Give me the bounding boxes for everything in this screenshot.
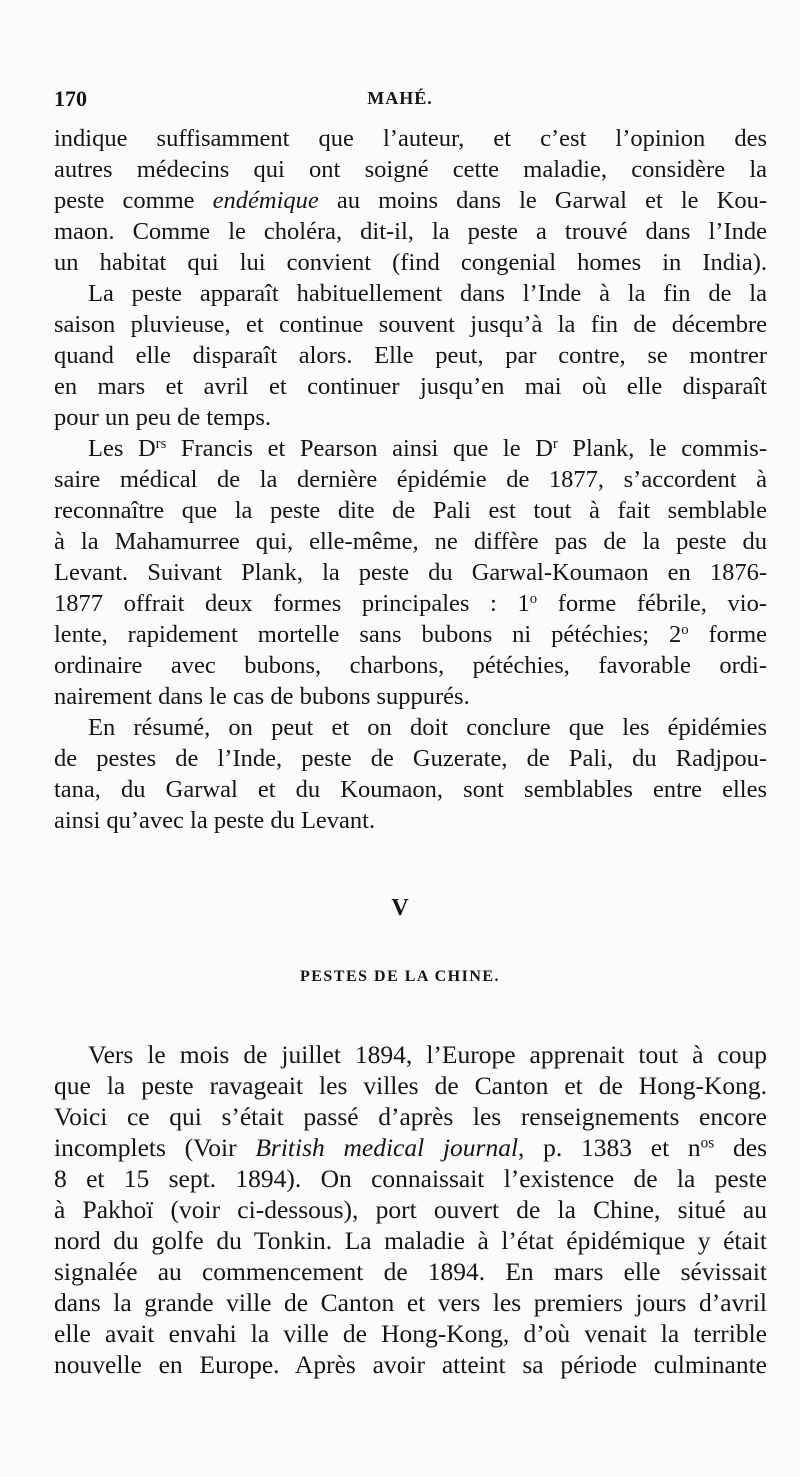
paragraph-start: Vers le mois de juillet 1894, l’Europe apprenait tout à coup: [88, 1040, 767, 1069]
text-line: Voici ce qui s’était passé d’après les renseignements encore: [54, 1102, 767, 1131]
section-title: PESTES DE LA CHINE.: [299, 968, 501, 985]
text-line: 1877 offrait deux formes principales : 1$^o$ forme fébrile, vio-: [54, 590, 767, 617]
page-number: 170: [54, 86, 87, 111]
text-line: ordinaire avec bubons, charbons, pétéchies, favorable ordi-: [54, 652, 767, 679]
text-line: pour un peu de temps.: [54, 404, 272, 431]
text-line: nouvelle en Europe. Après avoir atteint sa période culminante: [54, 1350, 767, 1379]
text-line: tana, du Garwal et du Koumaon, sont semblables entre elles: [54, 776, 767, 803]
text-line: que la peste ravageait les villes de Canton et de Hong-Kong.: [54, 1071, 767, 1100]
text-line: de pestes de l’Inde, peste de Guzerate, de Pali, du Radjpou-: [54, 745, 767, 772]
text-line: nord du golfe du Tonkin. La maladie à l’état épidémique y était: [54, 1226, 767, 1255]
italic-term: endémique: [212, 187, 319, 214]
text-line: à la Mahamurree qui, elle-même, ne diffère pas de la peste du: [54, 528, 767, 555]
text-line: incomplets (Voir British medical journal, p. 1383 et $n^{os}$ des: [54, 1133, 767, 1162]
text-line: elle avait envahi la ville de Hong-Kong, d’où venait la terrible: [54, 1319, 767, 1348]
text-line: 8 et 15 sept. 1894). On connaissait l’existence de la peste: [54, 1164, 767, 1193]
paragraph-start: Les $D^{rs}$ Francis et Pearson ainsi que le $D^r$ Plank, le commis-: [88, 435, 767, 462]
text-line: saison pluvieuse, et continue souvent jusqu’à la fin de décembre: [54, 311, 767, 338]
text-line: autres médecins qui ont soigné cette maladie, considère la: [54, 156, 767, 183]
section-number: V: [391, 895, 409, 921]
paragraph-start: La peste apparaît habituellement dans l’Inde à la fin de la: [88, 280, 767, 307]
paragraph-start: En résumé, on peut et on doit conclure que les épidémies: [88, 714, 767, 741]
text-line: peste comme endémique au moins dans le Garwal et le Kou-: [54, 187, 767, 214]
text-line: saire médical de la dernière épidémie de 1877, s’accordent à: [54, 466, 767, 493]
text-line: Levant. Suivant Plank, la peste du Garwal-Koumaon en 1876-: [54, 559, 767, 586]
text-line: maon. Comme le choléra, dit-il, la peste a trouvé dans l’Inde: [54, 218, 767, 245]
running-head: [0, 86, 800, 114]
text-line: un habitat qui lui convient (find congenial homes in India).: [54, 249, 767, 276]
text-line: reconnaître que la peste dite de Pali est tout à fait semblable: [54, 497, 767, 524]
text-line: signalée au commencement de 1894. En mars elle sévissait: [54, 1257, 767, 1286]
text-line: en mars et avril et continuer jusqu’en mai où elle disparaît: [54, 373, 767, 400]
running-title: MAHÉ.: [367, 88, 433, 108]
text-line: dans la grande ville de Canton et vers les premiers jours d’avril: [54, 1288, 767, 1317]
text-line: à Pakhoï (voir ci-dessous), port ouvert de la Chine, situé au: [54, 1195, 767, 1224]
text-line: indique suffisamment que l’auteur, et c’est l’opinion des: [54, 125, 767, 152]
text-line: lente, rapidement mortelle sans bubons ni pétéchies; 2$^o$ forme: [54, 621, 767, 648]
text-line: quand elle disparaît alors. Elle peut, par contre, se montrer: [54, 342, 767, 369]
journal-title: British medical journal: [255, 1133, 519, 1162]
text-line: nairement dans le cas de bubons suppurés.: [54, 683, 470, 710]
text-line: ainsi qu’avec la peste du Levant.: [54, 807, 376, 834]
